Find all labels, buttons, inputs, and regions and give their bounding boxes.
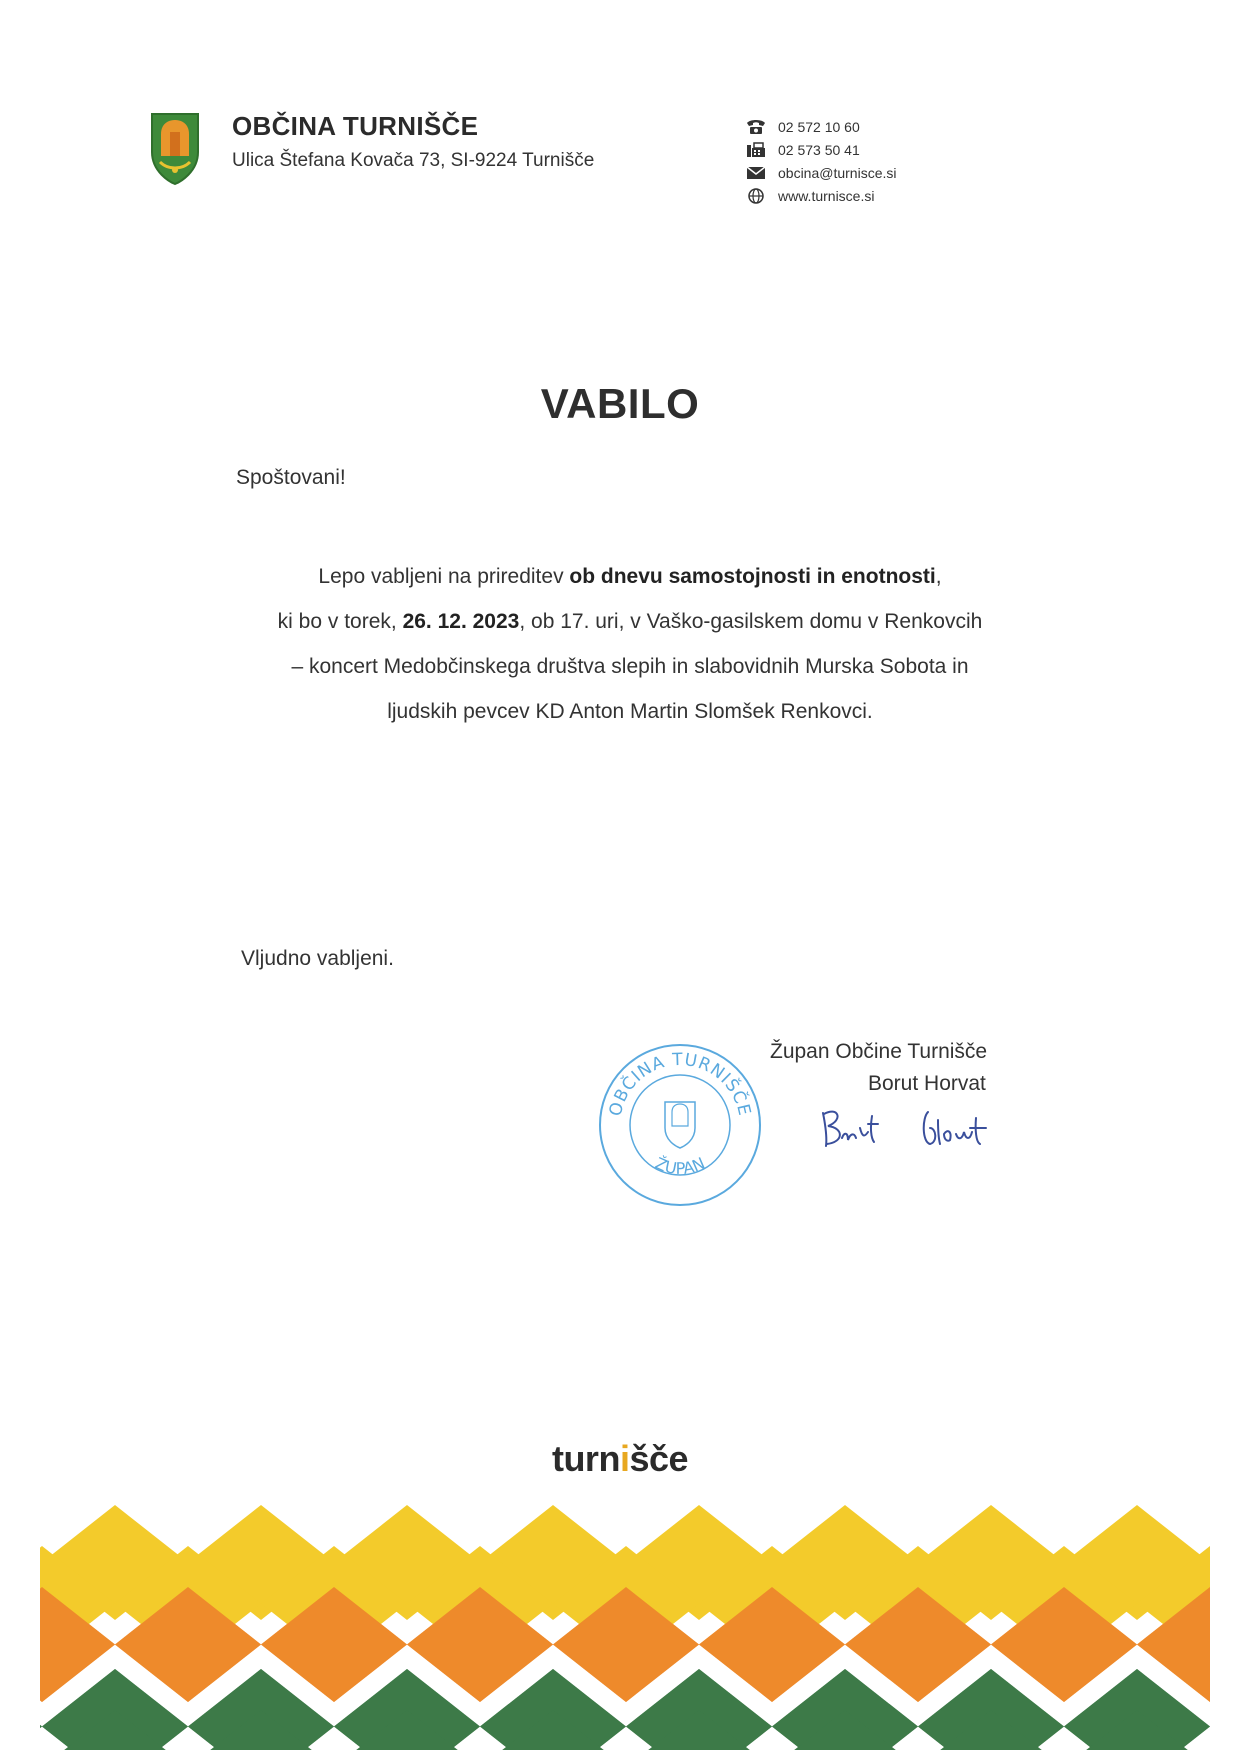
contact-website bbox=[746, 184, 897, 207]
phone-icon bbox=[746, 119, 766, 135]
closing-text: Vljudno vabljeni. bbox=[241, 947, 394, 970]
org-name: OBČINA TURNIŠČE bbox=[232, 111, 479, 141]
salutation: Spoštovani! bbox=[236, 466, 346, 489]
coat-of-arms-icon bbox=[150, 112, 200, 186]
fax-icon bbox=[746, 142, 766, 158]
stamp-bottom-text: ŽUPAN bbox=[652, 1153, 708, 1178]
document-title: VABILO bbox=[540, 380, 700, 427]
globe-icon bbox=[746, 188, 766, 204]
email-address[interactable]: obcina@turnisce.si bbox=[778, 164, 897, 181]
contact-list bbox=[746, 115, 897, 207]
fax-number[interactable]: 02 573 50 41 bbox=[778, 141, 860, 158]
body-line-2: ki bo v torek, 26. 12. 2023, ob 17. uri, v Vaško-gasilskem domu v Renkovcih bbox=[277, 610, 983, 633]
phone-number[interactable]: 02 572 10 60 bbox=[778, 118, 860, 135]
svg-text:ŽUPAN bbox=[652, 1154, 708, 1178]
decorative-harlequin-pattern bbox=[40, 1500, 1210, 1750]
stamp-top-text: OBČINA TURNIŠČE bbox=[605, 1049, 755, 1119]
pattern-diamond bbox=[40, 1710, 42, 1750]
svg-text:OBČINA TURNIŠČE bbox=[606, 1050, 755, 1118]
body-line-3: – koncert Medobčinskega društva slepih in slabovidnih Murska Sobota in bbox=[291, 655, 969, 678]
contact-phone bbox=[746, 115, 897, 138]
signatory-role: Župan Občine Turnišče bbox=[770, 1040, 988, 1063]
brand-logo: turnišče bbox=[551, 1438, 689, 1479]
contact-email bbox=[746, 161, 897, 184]
pattern-shapes bbox=[40, 1505, 1210, 1750]
official-stamp bbox=[595, 1040, 765, 1210]
body-line-1: Lepo vabljeni na prireditev ob dnevu samostojnosti in enotnosti, bbox=[318, 565, 942, 588]
body-line-4: ljudskih pevcev KD Anton Martin Slomšek Renkovci. bbox=[387, 700, 873, 723]
event-date: 26. 12. 2023 bbox=[402, 610, 520, 633]
signatory-name: Borut Horvat bbox=[868, 1072, 986, 1095]
handwritten-signature bbox=[818, 1098, 1018, 1158]
website-url[interactable]: www.turnisce.si bbox=[778, 187, 875, 204]
contact-fax bbox=[746, 138, 897, 161]
envelope-icon bbox=[746, 165, 766, 181]
org-address: Ulica Štefana Kovača 73, SI-9224 Turnišče bbox=[232, 150, 595, 171]
event-name: ob dnevu samostojnosti in enotnosti bbox=[569, 565, 936, 588]
invitation-body bbox=[180, 554, 1080, 734]
